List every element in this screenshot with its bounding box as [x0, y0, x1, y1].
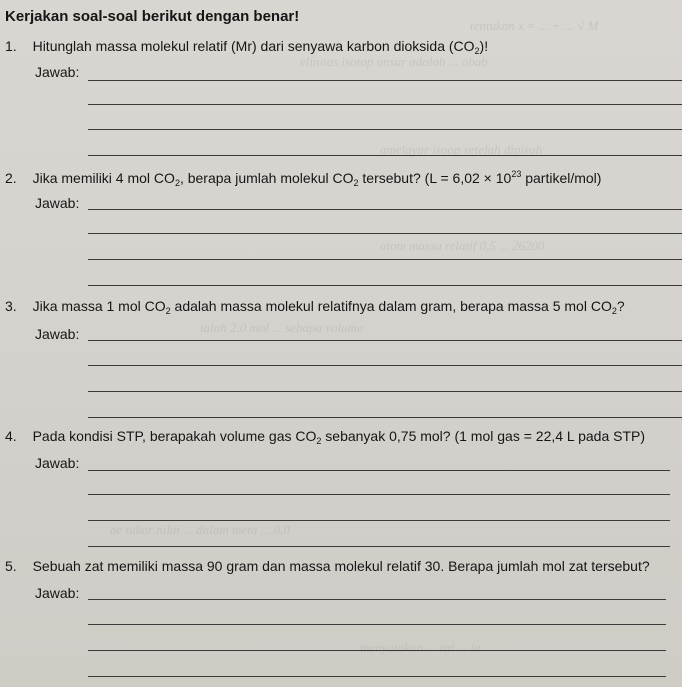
question-1 [5, 38, 488, 56]
question-text: Pada kondisi STP, berapakah volume gas $CO_2$ sebanyak 0,75 mol? (1 mol gas = 22,4 L pada STP) [32, 428, 646, 446]
answer-line[interactable] [88, 599, 666, 600]
question-text: Hitunglah massa molekul relatif (Mr) dari senyawa karbon dioksida $(CO_2)$! [32, 38, 489, 56]
question-2 [5, 169, 601, 188]
answer-line[interactable] [88, 520, 670, 521]
answer-line[interactable] [88, 340, 682, 341]
answer-line[interactable] [88, 155, 682, 156]
answer-line[interactable] [88, 129, 682, 130]
answer-line[interactable] [88, 494, 670, 495]
answer-label: Jawab: [35, 64, 80, 80]
answer-line[interactable] [88, 470, 670, 471]
answer-line[interactable] [88, 104, 682, 105]
question-number: 2. [5, 170, 17, 186]
answer-line[interactable] [88, 391, 682, 392]
answer-line[interactable] [88, 80, 682, 81]
question-4 [5, 428, 645, 446]
question-text: Sebuah zat memiliki massa 90 gram dan massa molekul relatif 30. Berapa jumlah mol zat tersebut? [32, 558, 650, 574]
answer-line[interactable] [88, 285, 682, 286]
answer-line[interactable] [88, 259, 682, 260]
answer-line[interactable] [88, 650, 666, 651]
answer-label: Jawab: [35, 585, 80, 601]
question-3 [5, 298, 625, 316]
worksheet-title: Kerjakan soal-soal berikut dengan benar! [5, 8, 300, 25]
question-number: 5. [5, 558, 17, 574]
question-text: Jika massa 1 mol $CO_2$ adalah massa molekul relatifnya dalam gram, berapa massa 5 mol $CO_2$? [32, 298, 625, 316]
answer-line[interactable] [88, 209, 682, 210]
answer-line[interactable] [88, 624, 666, 625]
question-5 [5, 558, 650, 574]
question-number: 1. [5, 38, 17, 54]
answer-label: Jawab: [35, 455, 80, 471]
answer-label: Jawab: [35, 195, 80, 211]
question-number: 3. [5, 298, 17, 314]
question-number: 4. [5, 428, 17, 444]
answer-line[interactable] [88, 365, 682, 366]
answer-line[interactable] [88, 546, 670, 547]
answer-label: Jawab: [35, 326, 80, 342]
answer-line[interactable] [88, 233, 682, 234]
answer-line[interactable] [88, 676, 666, 677]
answer-line[interactable] [88, 417, 682, 418]
question-text: Jika memiliki 4 mol $CO_2$, berapa jumlah molekul $CO_2$ tersebut? ($L = 6,02 \times 10^{23}$ partikel/mol) [32, 169, 602, 188]
